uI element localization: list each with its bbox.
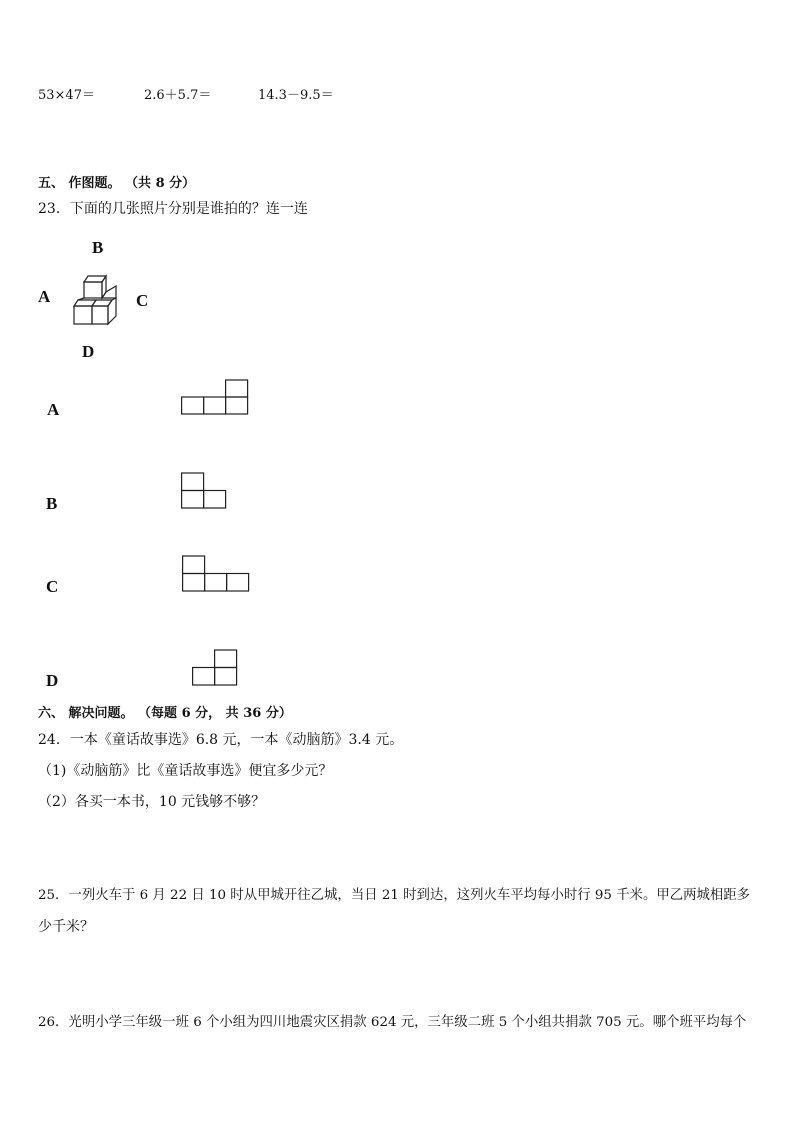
photo-a-shape <box>181 379 249 415</box>
cube-stack-figure <box>72 270 122 326</box>
figure-label-c: C <box>136 291 149 310</box>
question-26-line-1: 26．光明小学三年级一班 6 个小组为四川地震灾区捐款 624 元，三年级二班 5 个小组共捐款 705 元。哪个班平均每个 <box>38 1015 747 1030</box>
calc-item-3: 14.3－9.5＝ <box>258 88 334 103</box>
figure-label-d: D <box>82 342 95 361</box>
photo-d-shape <box>192 649 238 686</box>
calc-item-2: 2.6＋5.7＝ <box>144 88 212 103</box>
photo-label-c: C <box>46 577 59 596</box>
question-25-line-1: 25．一列火车于 6 月 22 日 10 时从甲城开往乙城，当日 21 时到达，这列火车平均每小时行 95 千米。甲乙两城相距多 <box>38 888 751 903</box>
question-24-sub-1: （1)《动脑筋》比《童话故事选》便宜多少元？ <box>38 763 333 779</box>
calc-item-1: 53×47＝ <box>38 88 95 103</box>
figure-label-a: A <box>38 287 51 306</box>
question-24-sub-2: （2）各买一本书，10 元钱够不够？ <box>38 794 266 810</box>
photo-label-d: D <box>46 671 59 690</box>
photo-label-b: B <box>46 494 58 513</box>
figure-label-b: B <box>92 238 104 257</box>
section-6-title: 六、 解决问题。 （每题 6 分， 共 36 分） <box>38 706 292 721</box>
photo-b-shape <box>181 472 227 509</box>
question-23-text: 23．下面的几张照片分别是谁拍的？连一连 <box>38 201 308 217</box>
question-24-text: 24．一本《童话故事选》6.8 元，一本《动脑筋》3.4 元。 <box>38 732 404 748</box>
photo-label-a: A <box>47 400 60 419</box>
section-5-title: 五、 作图题。 （共 8 分） <box>38 176 196 191</box>
question-25-line-2: 少千米？ <box>38 919 94 935</box>
photo-c-shape <box>182 555 250 592</box>
